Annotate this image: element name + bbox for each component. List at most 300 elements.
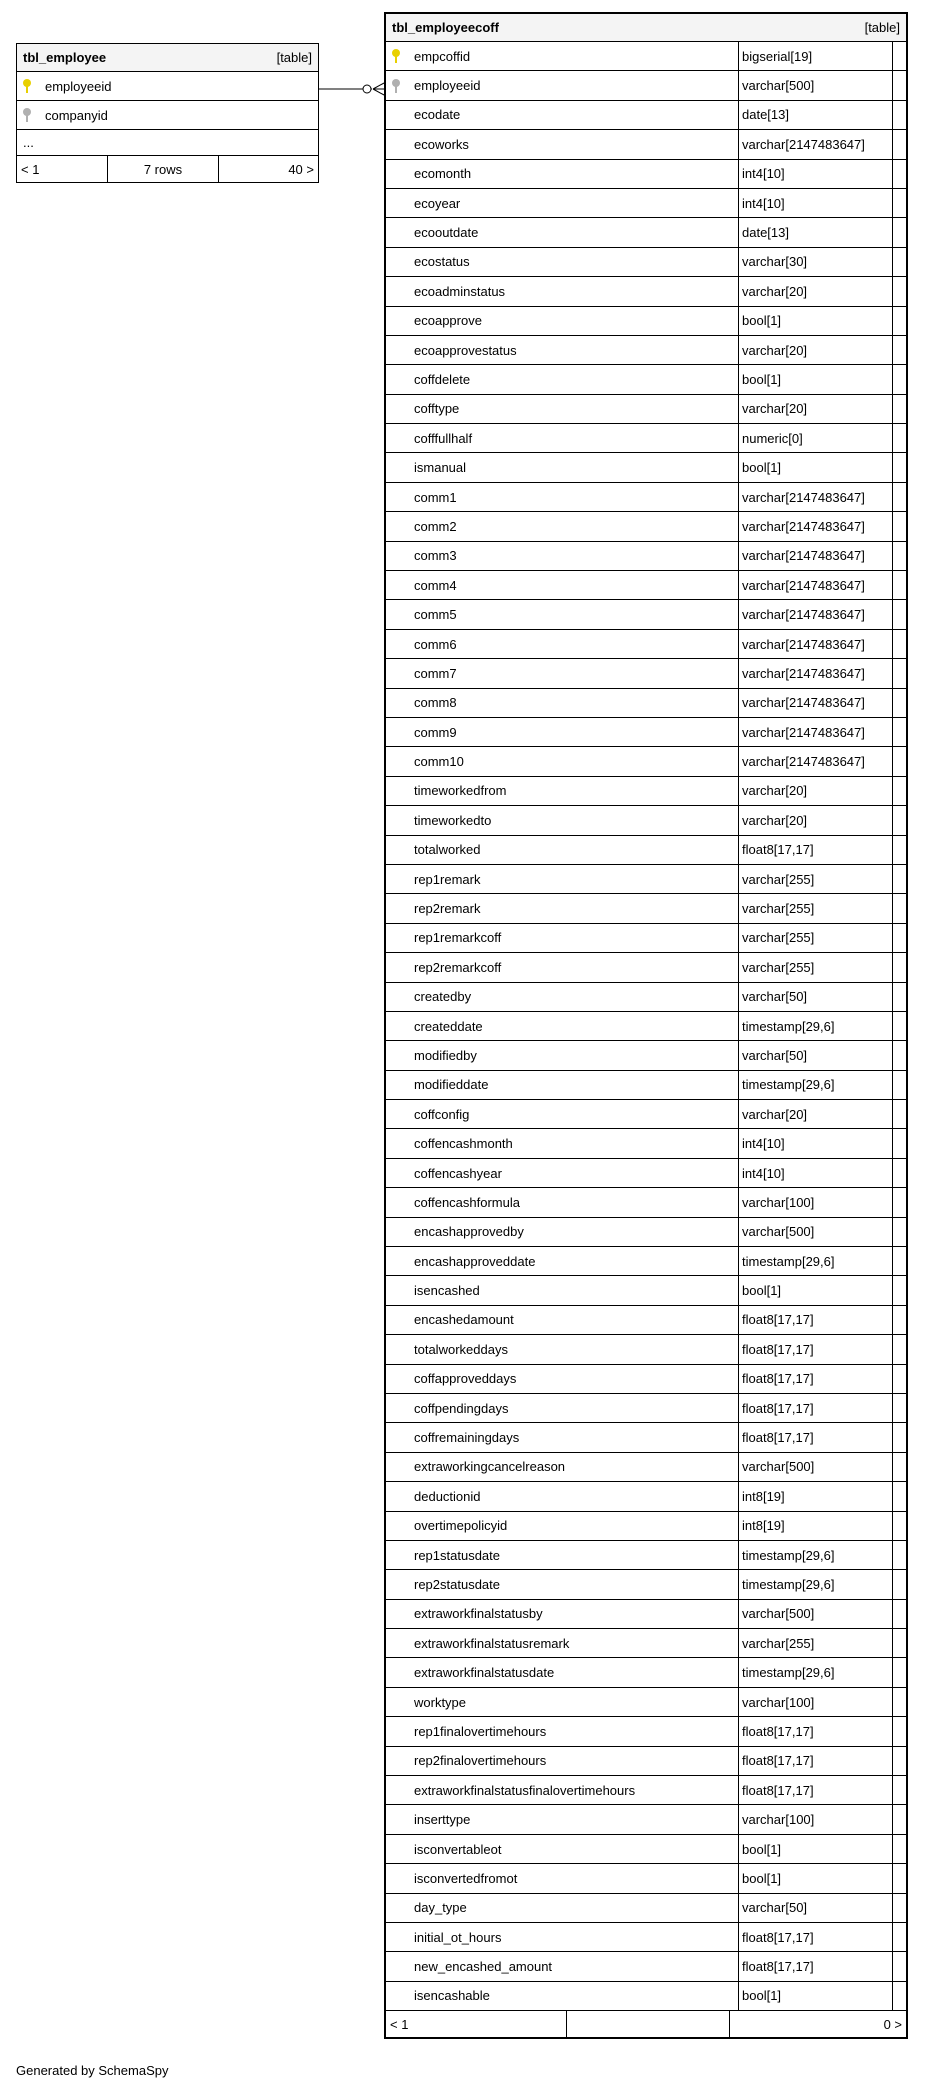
table-row[interactable]: [386, 1306, 906, 1335]
employeecoff-table-header[interactable]: [386, 14, 906, 42]
column-type: varchar[500]: [738, 1600, 893, 1628]
table-row[interactable]: [386, 1276, 906, 1305]
column-name-cell: [386, 1335, 738, 1363]
column-name-cell: [386, 894, 738, 922]
column-name: coffencashmonth: [414, 1136, 513, 1152]
column-type: varchar[20]: [738, 806, 893, 834]
column-name: rep1statusdate: [414, 1547, 501, 1563]
column-type: varchar[100]: [738, 1805, 893, 1833]
table-row[interactable]: [386, 777, 906, 806]
column-name-cell: [386, 747, 738, 775]
column-name-cell: [386, 836, 738, 864]
column-type: date[13]: [738, 218, 893, 246]
column-name: extraworkfinalstatusdate: [414, 1665, 555, 1681]
column-name: rep1remarkcoff: [414, 930, 502, 946]
column-name: modifiedby: [414, 1047, 477, 1063]
table-row[interactable]: [386, 483, 906, 512]
column-name: isencashed: [414, 1283, 480, 1299]
column-name-cell: [386, 1835, 738, 1863]
column-type: varchar[20]: [738, 395, 893, 423]
column-type: bool[1]: [738, 1864, 893, 1892]
table-row[interactable]: [386, 218, 906, 247]
column-type: varchar[255]: [738, 1629, 893, 1657]
column-type: int8[19]: [738, 1512, 893, 1540]
column-type: varchar[255]: [738, 865, 893, 893]
column-name-cell: [386, 1658, 738, 1686]
column-name-cell: [386, 983, 738, 1011]
employee-table[interactable]: [16, 43, 319, 183]
column-name: comm1: [414, 489, 457, 505]
column-type: varchar[2147483647]: [738, 747, 893, 775]
column-name: rep2statusdate: [414, 1577, 501, 1592]
column-name: createdby: [414, 989, 472, 1005]
table-row[interactable]: [386, 1159, 906, 1188]
employeecoff-row-count: [566, 2011, 730, 2037]
column-name-cell: [386, 1453, 738, 1481]
column-name: coffremainingdays: [414, 1430, 520, 1446]
table-row[interactable]: [386, 1717, 906, 1746]
column-type: int4[10]: [738, 1159, 893, 1187]
column-name: rep2finalovertimehours: [414, 1753, 547, 1769]
column-name-cell: [386, 1512, 738, 1540]
column-type: float8[17,17]: [738, 1394, 893, 1422]
table-row[interactable]: [386, 424, 906, 453]
column-name: inserttype: [414, 1812, 471, 1828]
column-name: rep1finalovertimehours: [414, 1723, 547, 1739]
column-name: rep2remarkcoff: [414, 959, 502, 975]
column-name: ecoapprovestatus: [414, 342, 517, 358]
column-type: bool[1]: [738, 365, 893, 393]
table-row[interactable]: [386, 718, 906, 747]
employeecoff-table-kind: [table]: [864, 20, 900, 35]
column-name-cell: [386, 483, 738, 511]
column-name: extraworkfinalstatusby: [414, 1606, 543, 1622]
column-name-cell: [386, 1864, 738, 1892]
table-row[interactable]: [386, 1394, 906, 1423]
column-name: coffconfig: [414, 1106, 470, 1122]
table-row[interactable]: [386, 1541, 906, 1570]
column-name-cell: [386, 924, 738, 952]
column-type: varchar[20]: [738, 1100, 893, 1128]
column-name-cell: [386, 218, 738, 246]
table-row[interactable]: [386, 1688, 906, 1717]
table-row[interactable]: [386, 512, 906, 541]
column-name-cell: [17, 101, 318, 129]
foreign-key-icon: [392, 79, 400, 93]
column-name-cell: [386, 101, 738, 129]
column-type: bool[1]: [738, 307, 893, 335]
column-type: varchar[2147483647]: [738, 542, 893, 570]
column-name: ecoyear: [414, 195, 461, 211]
table-row[interactable]: [386, 1894, 906, 1923]
column-type: varchar[2147483647]: [738, 630, 893, 658]
column-name-cell: [386, 336, 738, 364]
column-name: ismanual: [414, 460, 467, 476]
column-name: empcoffid: [414, 48, 471, 64]
column-type: varchar[2147483647]: [738, 571, 893, 599]
column-name: comm7: [414, 665, 457, 681]
table-row[interactable]: [386, 1570, 906, 1599]
column-type: varchar[50]: [738, 1894, 893, 1922]
table-row[interactable]: [386, 160, 906, 189]
column-type: varchar[2147483647]: [738, 130, 893, 158]
column-name-cell: [386, 424, 738, 452]
foreign-key-icon: [392, 79, 414, 93]
table-row[interactable]: [386, 1658, 906, 1687]
employeecoff-table[interactable]: [384, 12, 908, 2039]
column-name-cell: [386, 1423, 738, 1451]
column-type: numeric[0]: [738, 424, 893, 452]
column-name: new_encashed_amount: [414, 1959, 553, 1975]
column-name-cell: [386, 1276, 738, 1304]
column-name-cell: [386, 1923, 738, 1951]
column-name: coffencashformula: [414, 1194, 520, 1210]
table-row[interactable]: [386, 365, 906, 394]
column-name-cell: [386, 1952, 738, 1980]
table-row[interactable]: [386, 659, 906, 688]
table-row[interactable]: [386, 747, 906, 776]
column-name: companyid: [45, 107, 108, 123]
column-type: varchar[2147483647]: [738, 689, 893, 717]
column-name: comm3: [414, 548, 457, 564]
column-type: varchar[30]: [738, 248, 893, 276]
column-name-cell: [386, 1629, 738, 1657]
column-type: varchar[500]: [738, 71, 893, 99]
column-type: float8[17,17]: [738, 1306, 893, 1334]
column-name-cell: [386, 277, 738, 305]
column-name: cofftype: [414, 401, 460, 417]
column-name: comm8: [414, 695, 457, 711]
column-name-cell: [386, 1100, 738, 1128]
column-type: timestamp[29,6]: [738, 1570, 893, 1598]
column-name-cell: [386, 365, 738, 393]
table-row[interactable]: [386, 571, 906, 600]
column-type: varchar[20]: [738, 277, 893, 305]
column-name-cell: [386, 1012, 738, 1040]
column-type: int8[19]: [738, 1482, 893, 1510]
column-name: overtimepolicyid: [414, 1518, 508, 1534]
column-name-cell: [386, 1041, 738, 1069]
employee-table-ellipsis: ...: [23, 135, 34, 150]
table-row[interactable]: [386, 689, 906, 718]
table-row[interactable]: [386, 1188, 906, 1217]
column-type: float8[17,17]: [738, 1776, 893, 1804]
column-type: varchar[255]: [738, 924, 893, 952]
column-name: ecoworks: [414, 136, 469, 152]
column-name: comm2: [414, 518, 457, 534]
table-row[interactable]: [386, 42, 906, 71]
foreign-key-icon: [23, 108, 45, 122]
column-name-cell: [386, 1159, 738, 1187]
column-type: varchar[255]: [738, 953, 893, 981]
column-name-cell: [386, 571, 738, 599]
column-type: int4[10]: [738, 189, 893, 217]
column-name-cell: [386, 1982, 738, 2010]
column-type: float8[17,17]: [738, 1952, 893, 1980]
column-name: employeeid: [45, 78, 112, 94]
primary-key-icon: [392, 49, 414, 63]
employee-table-name[interactable]: tbl_employee: [23, 50, 107, 65]
column-name: ecodate: [414, 107, 461, 123]
table-row[interactable]: [386, 71, 906, 100]
table-row[interactable]: [386, 1335, 906, 1364]
table-row[interactable]: [386, 836, 906, 865]
column-name-cell: [386, 777, 738, 805]
table-row[interactable]: [386, 983, 906, 1012]
table-row[interactable]: [17, 72, 318, 101]
table-row[interactable]: [386, 894, 906, 923]
employee-table-footer: [17, 156, 318, 182]
column-name-cell: [386, 1894, 738, 1922]
column-name-cell: [386, 189, 738, 217]
table-row[interactable]: [386, 1835, 906, 1864]
column-type: varchar[2147483647]: [738, 512, 893, 540]
column-type: varchar[100]: [738, 1188, 893, 1216]
table-row[interactable]: [386, 1218, 906, 1247]
column-name-cell: [386, 130, 738, 158]
table-row[interactable]: [386, 1982, 906, 2011]
employee-prev-page[interactable]: < 1: [21, 161, 40, 177]
column-name: comm6: [414, 636, 457, 652]
column-name: coffapproveddays: [414, 1371, 517, 1387]
column-name: totalworked: [414, 842, 481, 858]
column-name-cell: [386, 453, 738, 481]
column-name: cofffullhalf: [414, 430, 473, 446]
column-name: comm9: [414, 724, 457, 740]
table-row[interactable]: [386, 865, 906, 894]
column-name: timeworkedfrom: [414, 783, 507, 799]
column-name-cell: [386, 1482, 738, 1510]
column-type: timestamp[29,6]: [738, 1071, 893, 1099]
generated-by-footer: Generated by SchemaSpy: [16, 2063, 169, 2078]
column-type: varchar[2147483647]: [738, 718, 893, 746]
column-name-cell: [386, 1306, 738, 1334]
column-name: ecoapprove: [414, 313, 482, 329]
column-name: initial_ot_hours: [414, 1929, 502, 1945]
column-name: ecoadminstatus: [414, 283, 506, 299]
table-row[interactable]: [386, 1512, 906, 1541]
column-name-cell: [386, 1805, 738, 1833]
column-name: encashedamount: [414, 1312, 514, 1328]
crowfoot-lower: [373, 89, 384, 95]
table-row[interactable]: [386, 1423, 906, 1452]
column-name-cell: [386, 307, 738, 335]
zero-cardinality-marker: [363, 85, 371, 93]
table-row[interactable]: [386, 1453, 906, 1482]
table-row[interactable]: [386, 453, 906, 482]
table-row[interactable]: [386, 806, 906, 835]
table-row[interactable]: [386, 248, 906, 277]
column-type: varchar[500]: [738, 1453, 893, 1481]
column-name: extraworkfinalstatusfinalovertimehours: [414, 1782, 636, 1798]
table-row[interactable]: [386, 1100, 906, 1129]
column-name-cell: [386, 1570, 738, 1598]
column-type: bool[1]: [738, 1276, 893, 1304]
column-type: timestamp[29,6]: [738, 1658, 893, 1686]
crowfoot-upper: [373, 83, 384, 89]
table-row[interactable]: [386, 1923, 906, 1952]
table-row[interactable]: [386, 1041, 906, 1070]
column-name: extraworkingcancelreason: [414, 1459, 566, 1475]
column-type: int4[10]: [738, 160, 893, 188]
table-row[interactable]: [386, 1247, 906, 1276]
column-name-cell: [386, 1394, 738, 1422]
column-name-cell: [386, 1776, 738, 1804]
table-row[interactable]: [386, 1747, 906, 1776]
employee-table-kind: [table]: [276, 50, 312, 65]
column-type: float8[17,17]: [738, 1423, 893, 1451]
employee-table-header[interactable]: [17, 44, 318, 72]
column-name-cell: [386, 1541, 738, 1569]
column-name-cell: [386, 1218, 738, 1246]
column-name-cell: [386, 542, 738, 570]
column-name: modifieddate: [414, 1077, 489, 1093]
column-type: varchar[50]: [738, 983, 893, 1011]
column-type: varchar[20]: [738, 777, 893, 805]
column-name: isconvertedfromot: [414, 1870, 518, 1886]
column-type: bool[1]: [738, 1982, 893, 2010]
column-name: comm4: [414, 577, 457, 593]
column-type: varchar[500]: [738, 1218, 893, 1246]
table-row[interactable]: [386, 1600, 906, 1629]
column-name: createddate: [414, 1018, 483, 1034]
column-name-cell: [386, 953, 738, 981]
table-row[interactable]: [386, 1629, 906, 1658]
column-name: comm5: [414, 607, 457, 623]
employee-next-page[interactable]: 40 >: [288, 161, 314, 177]
table-row[interactable]: [386, 101, 906, 130]
table-row[interactable]: [386, 1805, 906, 1834]
table-row[interactable]: [386, 1776, 906, 1805]
table-row[interactable]: [386, 924, 906, 953]
employeecoff-table-columns: [386, 42, 906, 2011]
column-name-cell: [386, 689, 738, 717]
table-row[interactable]: [386, 953, 906, 982]
column-name-cell: [386, 1365, 738, 1393]
column-name: isencashable: [414, 1988, 490, 2004]
column-name-cell: [386, 1600, 738, 1628]
column-name: rep2remark: [414, 901, 481, 917]
column-name-cell: [386, 806, 738, 834]
column-name: rep1remark: [414, 871, 481, 887]
column-type: varchar[2147483647]: [738, 483, 893, 511]
column-type: varchar[2147483647]: [738, 600, 893, 628]
employeecoff-next-page[interactable]: 0 >: [883, 2016, 902, 2032]
employee-table-columns: [17, 72, 318, 130]
column-type: timestamp[29,6]: [738, 1012, 893, 1040]
column-name-cell: [17, 72, 318, 100]
column-type: varchar[20]: [738, 336, 893, 364]
column-name-cell: [386, 395, 738, 423]
column-type: float8[17,17]: [738, 1335, 893, 1363]
column-type: float8[17,17]: [738, 836, 893, 864]
column-name-cell: [386, 1688, 738, 1716]
column-name-cell: [386, 71, 738, 99]
column-name: timeworkedto: [414, 812, 492, 828]
column-type: bool[1]: [738, 453, 893, 481]
column-name-cell: [386, 718, 738, 746]
column-name: totalworkeddays: [414, 1341, 508, 1357]
table-row[interactable]: [17, 101, 318, 130]
table-row[interactable]: [386, 277, 906, 306]
table-row[interactable]: [386, 1129, 906, 1158]
column-name: employeeid: [414, 78, 481, 94]
table-row[interactable]: [386, 1012, 906, 1041]
table-row[interactable]: [386, 1864, 906, 1893]
employeecoff-prev-page[interactable]: < 1: [390, 2016, 409, 2032]
table-row[interactable]: [386, 1952, 906, 1981]
column-name-cell: [386, 659, 738, 687]
column-type: float8[17,17]: [738, 1717, 893, 1745]
column-type: float8[17,17]: [738, 1747, 893, 1775]
column-type: bigserial[19]: [738, 42, 893, 70]
column-type: timestamp[29,6]: [738, 1541, 893, 1569]
column-name: ecooutdate: [414, 225, 479, 241]
table-row[interactable]: [386, 1071, 906, 1100]
table-row[interactable]: [386, 542, 906, 571]
employeecoff-table-name[interactable]: tbl_employeecoff: [392, 20, 499, 35]
column-type: float8[17,17]: [738, 1365, 893, 1393]
column-name-cell: [386, 1188, 738, 1216]
column-name: day_type: [414, 1900, 467, 1916]
primary-key-icon: [23, 79, 31, 93]
table-row[interactable]: [386, 1482, 906, 1511]
column-type: float8[17,17]: [738, 1923, 893, 1951]
column-name-cell: [386, 512, 738, 540]
column-type: int4[10]: [738, 1129, 893, 1157]
column-name-cell: [386, 600, 738, 628]
table-row[interactable]: [386, 130, 906, 159]
employee-row-count: 7 rows: [107, 156, 219, 182]
table-row[interactable]: [386, 336, 906, 365]
column-type: varchar[255]: [738, 894, 893, 922]
column-type: date[13]: [738, 101, 893, 129]
column-name: ecomonth: [414, 166, 472, 182]
column-name: deductionid: [414, 1488, 481, 1504]
column-name: worktype: [414, 1694, 467, 1710]
column-name-cell: [386, 248, 738, 276]
column-name: encashapproveddate: [414, 1253, 536, 1269]
column-type: varchar[50]: [738, 1041, 893, 1069]
column-name-cell: [386, 1747, 738, 1775]
column-name: coffencashyear: [414, 1165, 502, 1181]
column-name: comm10: [414, 754, 464, 770]
column-name: ecostatus: [414, 254, 470, 270]
table-row[interactable]: [386, 307, 906, 336]
table-row[interactable]: [386, 630, 906, 659]
column-type: timestamp[29,6]: [738, 1247, 893, 1275]
employee-table-ellipsis-row: [17, 130, 318, 156]
employeecoff-table-footer: [386, 2011, 906, 2037]
column-type: bool[1]: [738, 1835, 893, 1863]
column-name: isconvertableot: [414, 1841, 502, 1857]
column-type: varchar[100]: [738, 1688, 893, 1716]
column-name: coffpendingdays: [414, 1400, 509, 1416]
table-row[interactable]: [386, 600, 906, 629]
column-name-cell: [386, 42, 738, 70]
table-row[interactable]: [386, 1365, 906, 1394]
column-name-cell: [386, 630, 738, 658]
column-name-cell: [386, 1071, 738, 1099]
column-name: extraworkfinalstatusremark: [414, 1635, 570, 1651]
primary-key-icon: [392, 49, 400, 63]
column-name-cell: [386, 1717, 738, 1745]
column-name-cell: [386, 160, 738, 188]
table-row[interactable]: [386, 395, 906, 424]
column-name: coffdelete: [414, 371, 471, 387]
column-name-cell: [386, 865, 738, 893]
table-row[interactable]: [386, 189, 906, 218]
